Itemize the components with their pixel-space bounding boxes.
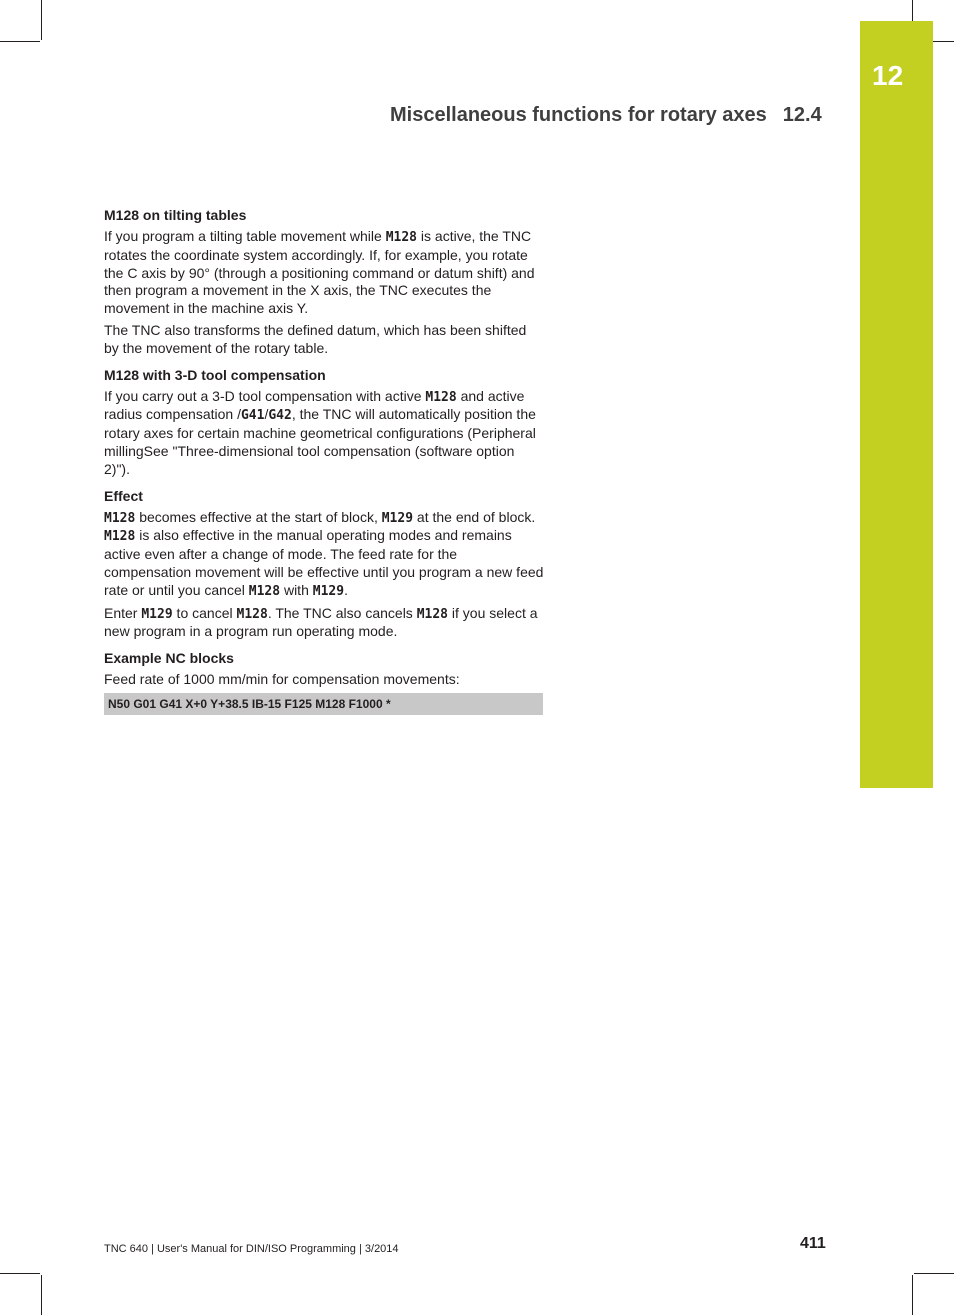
chapter-number: 12 xyxy=(872,60,904,91)
crop-mark xyxy=(41,1275,42,1315)
crop-mark xyxy=(914,1273,954,1274)
paragraph: Enter M129 to cancel M128. The TNC also cancels M128 if you select a new program in a program run operating mode. xyxy=(104,604,538,640)
crop-mark xyxy=(0,1273,40,1274)
page-number: 411 xyxy=(800,1235,826,1252)
crop-mark xyxy=(41,0,42,40)
paragraph: Feed rate of 1000 mm/min for compensation movements: xyxy=(104,671,460,688)
main-content xyxy=(104,206,544,715)
section-title: Miscellaneous functions for rotary axes xyxy=(390,104,767,126)
crop-mark xyxy=(0,41,40,42)
crop-mark xyxy=(912,1275,913,1315)
section-heading: Effect xyxy=(104,487,143,504)
section-number: 12.4 xyxy=(782,104,822,126)
chapter-tab xyxy=(860,21,933,788)
running-header xyxy=(390,104,822,127)
section-heading: M128 with 3-D tool compensation xyxy=(104,366,326,383)
section-heading: M128 on tilting tables xyxy=(104,207,247,223)
paragraph: M128 becomes effective at the start of block, M129 at the end of block. M128 is also effective in the manual operating modes and remains active even after a change of mode. The feed rate for the compensation movement will be effective until you program a new feed rate or until you cancel M128 with M129. xyxy=(104,508,544,599)
nc-code-block: N50 G01 G41 X+0 Y+38.5 IB-15 F125 M128 F1000 * xyxy=(104,693,543,715)
section-heading: Example NC blocks xyxy=(104,650,234,667)
footer-text: TNC 640 | User's Manual for DIN/ISO Programming | 3/2014 xyxy=(104,1243,399,1255)
paragraph: If you program a tilting table movement while M128 is active, the TNC rotates the coordinate system accordingly. If, for example, you rotate the C axis by 90° (through a positioning command or datum shift) and then program a movement in the X axis, the TNC executes the movement in the machine axis Y. xyxy=(104,228,535,317)
paragraph: If you carry out a 3-D tool compensation with active M128 and active radius compensation /G41/G42, the TNC will automatically position the rotary axes for certain machine geometrical configurations (Peripheral millingSee "Three-dimensional tool compensation (software option 2)"). xyxy=(104,387,536,477)
paragraph: The TNC also transforms the defined datum, which has been shifted by the movement of the rotary table. xyxy=(104,321,527,356)
